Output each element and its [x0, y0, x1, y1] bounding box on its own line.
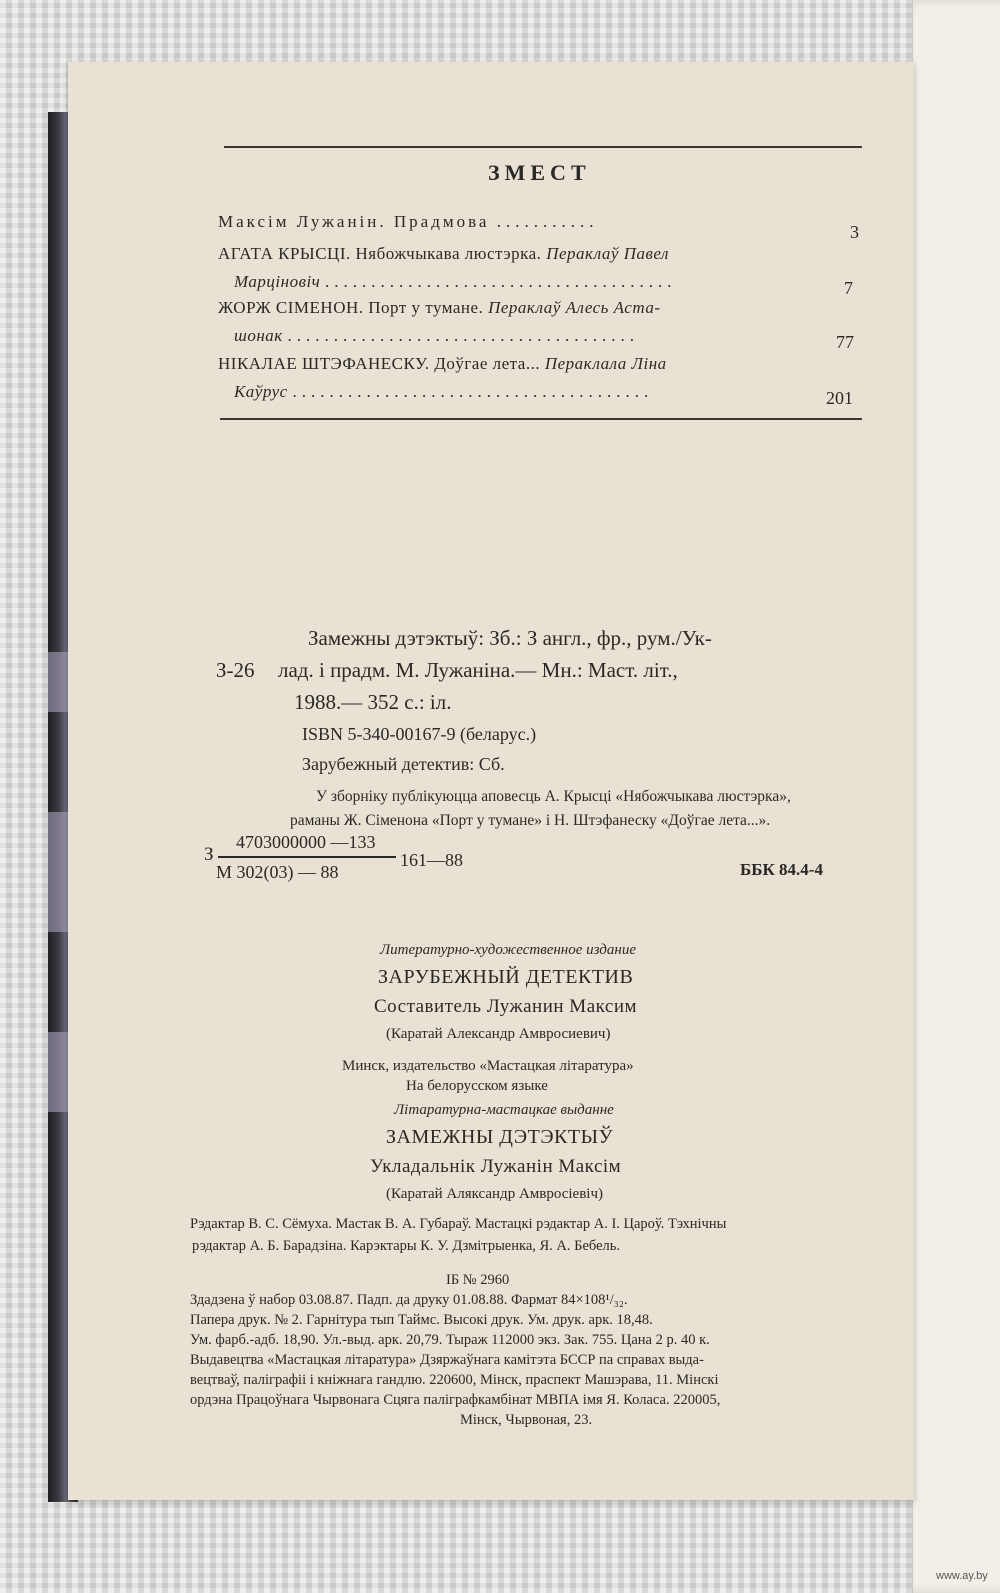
toc-bottom-rule	[220, 418, 862, 420]
toc-page-number: 77	[836, 332, 854, 352]
edition-kind-ru: Литературно-художественное издание	[380, 942, 636, 958]
compiler-be: Укладальнік Лужанін Максім	[370, 1156, 622, 1177]
annotation-line: У зборніку публікуюцца аповесць А. Крысці «Нябожчыкава люстэрка»,	[316, 788, 791, 805]
toc-entry-cont: Марціновіч ......................................	[234, 272, 677, 291]
toc-title: ЗМЕСТ	[488, 160, 591, 185]
toc-work-title: Прадмова	[393, 212, 490, 231]
isbn: ISBN 5-340-00167-9 (беларус.)	[302, 724, 537, 744]
toc-translator: Пераклала Ліна	[544, 354, 667, 373]
toc-page-number: 3	[850, 222, 859, 242]
publisher-ru: Минск, издательство «Мастацкая літаратура»	[342, 1058, 634, 1074]
toc-page-number: 7	[844, 278, 853, 298]
toc-entry-cont: шонак ......................................	[234, 326, 639, 345]
compiler-real-ru: (Каратай Александр Амвросиевич)	[386, 1026, 611, 1042]
toc-entry-cont: Каўрус .......................................	[234, 382, 654, 401]
index-numerator: 4703000000 —133	[236, 832, 376, 852]
credits-line: рэдактар А. Б. Барадзіна. Карэктары К. У. Дзмітрыенка, Я. А. Бебель.	[192, 1238, 621, 1254]
edition-kind-be: Літаратурна-мастацкае выданне	[394, 1102, 614, 1118]
toc-page-number: 201	[826, 388, 853, 408]
toc-author: АГАТА КРЫСЦІ.	[218, 244, 351, 263]
bib-code: З-26	[216, 658, 255, 682]
toc-author: ЖОРЖ СІМЕНОН.	[218, 298, 364, 317]
compiler-ru: Составитель Лужанин Максим	[374, 996, 638, 1017]
imprint-line: вецтваў, паліграфіі і кніжнага гандлю. 220600, Мінск, праспект Машэрава, 11. Мінскі	[190, 1372, 719, 1388]
toc-work-title: Нябожчыкава люстэрка.	[355, 244, 542, 263]
bib-line: 1988.— 352 с.: іл.	[294, 690, 452, 714]
imprint-line: Ум. фарб.-адб. 18,90. Ул.-выд. арк. 20,79. Тыраж 112000 экз. Зак. 755. Цана 2 р. 40 к.	[190, 1332, 710, 1348]
bbk-code: ББК 84.4-4	[740, 860, 823, 879]
imprint-line: Мінск, Чырвоная, 23.	[460, 1412, 593, 1428]
title-be: ЗАМЕЖНЫ ДЭТЭКТЫЎ	[386, 1126, 614, 1148]
language-ru: На белорусском языке	[406, 1078, 548, 1094]
toc-entry	[218, 244, 669, 264]
toc-author: НІКАЛАЕ ШТЭФАНЕСКУ.	[218, 354, 430, 373]
index-fraction-line	[218, 856, 396, 858]
imprint-line: Папера друк. № 2. Гарнітура тып Таймс. Высокі друк. Ум. друк. арк. 18,48.	[190, 1312, 653, 1328]
ib-number: ІБ № 2960	[446, 1272, 510, 1288]
title-ru: ЗАРУБЕЖНЫЙ ДЕТЕКТИВ	[378, 966, 634, 988]
toc-entry	[218, 354, 667, 374]
annotation-line: раманы Ж. Сіменона «Порт у тумане» і Н. Штэфанеску «Доўгае лета...».	[290, 812, 771, 829]
imprint-line: ордэна Працоўнага Чырвонага Сцяга паліграфкамбінат МВПА імя Я. Коласа. 220005,	[190, 1392, 721, 1408]
watermark: www.ay.by	[936, 1570, 988, 1582]
toc-translator: Пераклаў Павел	[546, 244, 669, 263]
toc-entry: Максім Лужанін. Прадмова ...........	[218, 212, 599, 231]
compiler-real-be: (Каратай Аляксандр Амвросіевіч)	[386, 1186, 603, 1202]
imprint-line: Здадзена ў набор 03.08.87. Падп. да друку 01.08.88. Фармат 84×108¹/₃₂.	[190, 1292, 628, 1308]
toc-translator: Пераклаў Алесь Аста-	[488, 298, 661, 317]
credits-line: Рэдактар В. С. Сёмуха. Мастак В. А. Губараў. Мастацкі рэдактар А. І. Цароў. Тэхнічны	[190, 1216, 727, 1232]
toc-translator: шонак	[234, 326, 283, 345]
toc-translator: Марціновіч	[234, 272, 321, 291]
imprint-line: Выдавецтва «Мастацкая літаратура» Дзяржаўнага камітэта БССР па справах выда-	[190, 1352, 704, 1368]
order-code: 161—88	[400, 850, 463, 870]
book-page	[68, 62, 914, 1500]
toc-entry	[218, 298, 660, 318]
russian-title: Зарубежный детектив: Сб.	[302, 754, 505, 774]
toc-translator: Каўрус	[234, 382, 288, 401]
bib-line: лад. і прадм. М. Лужаніна.— Мн.: Маст. літ.,	[278, 658, 678, 682]
toc-top-rule	[224, 146, 862, 148]
toc-author: Максім Лужанін.	[218, 212, 387, 231]
toc-work-title: Порт у тумане.	[368, 298, 484, 317]
index-denominator: М 302(03) — 88	[216, 862, 339, 882]
adjacent-page	[912, 0, 1000, 1593]
index-letter: З	[204, 844, 214, 865]
bib-line: Замежны дэтэктыў: Зб.: З англ., фр., рум./Ук-	[308, 626, 712, 650]
toc-work-title: Доўгае лета...	[434, 354, 541, 373]
